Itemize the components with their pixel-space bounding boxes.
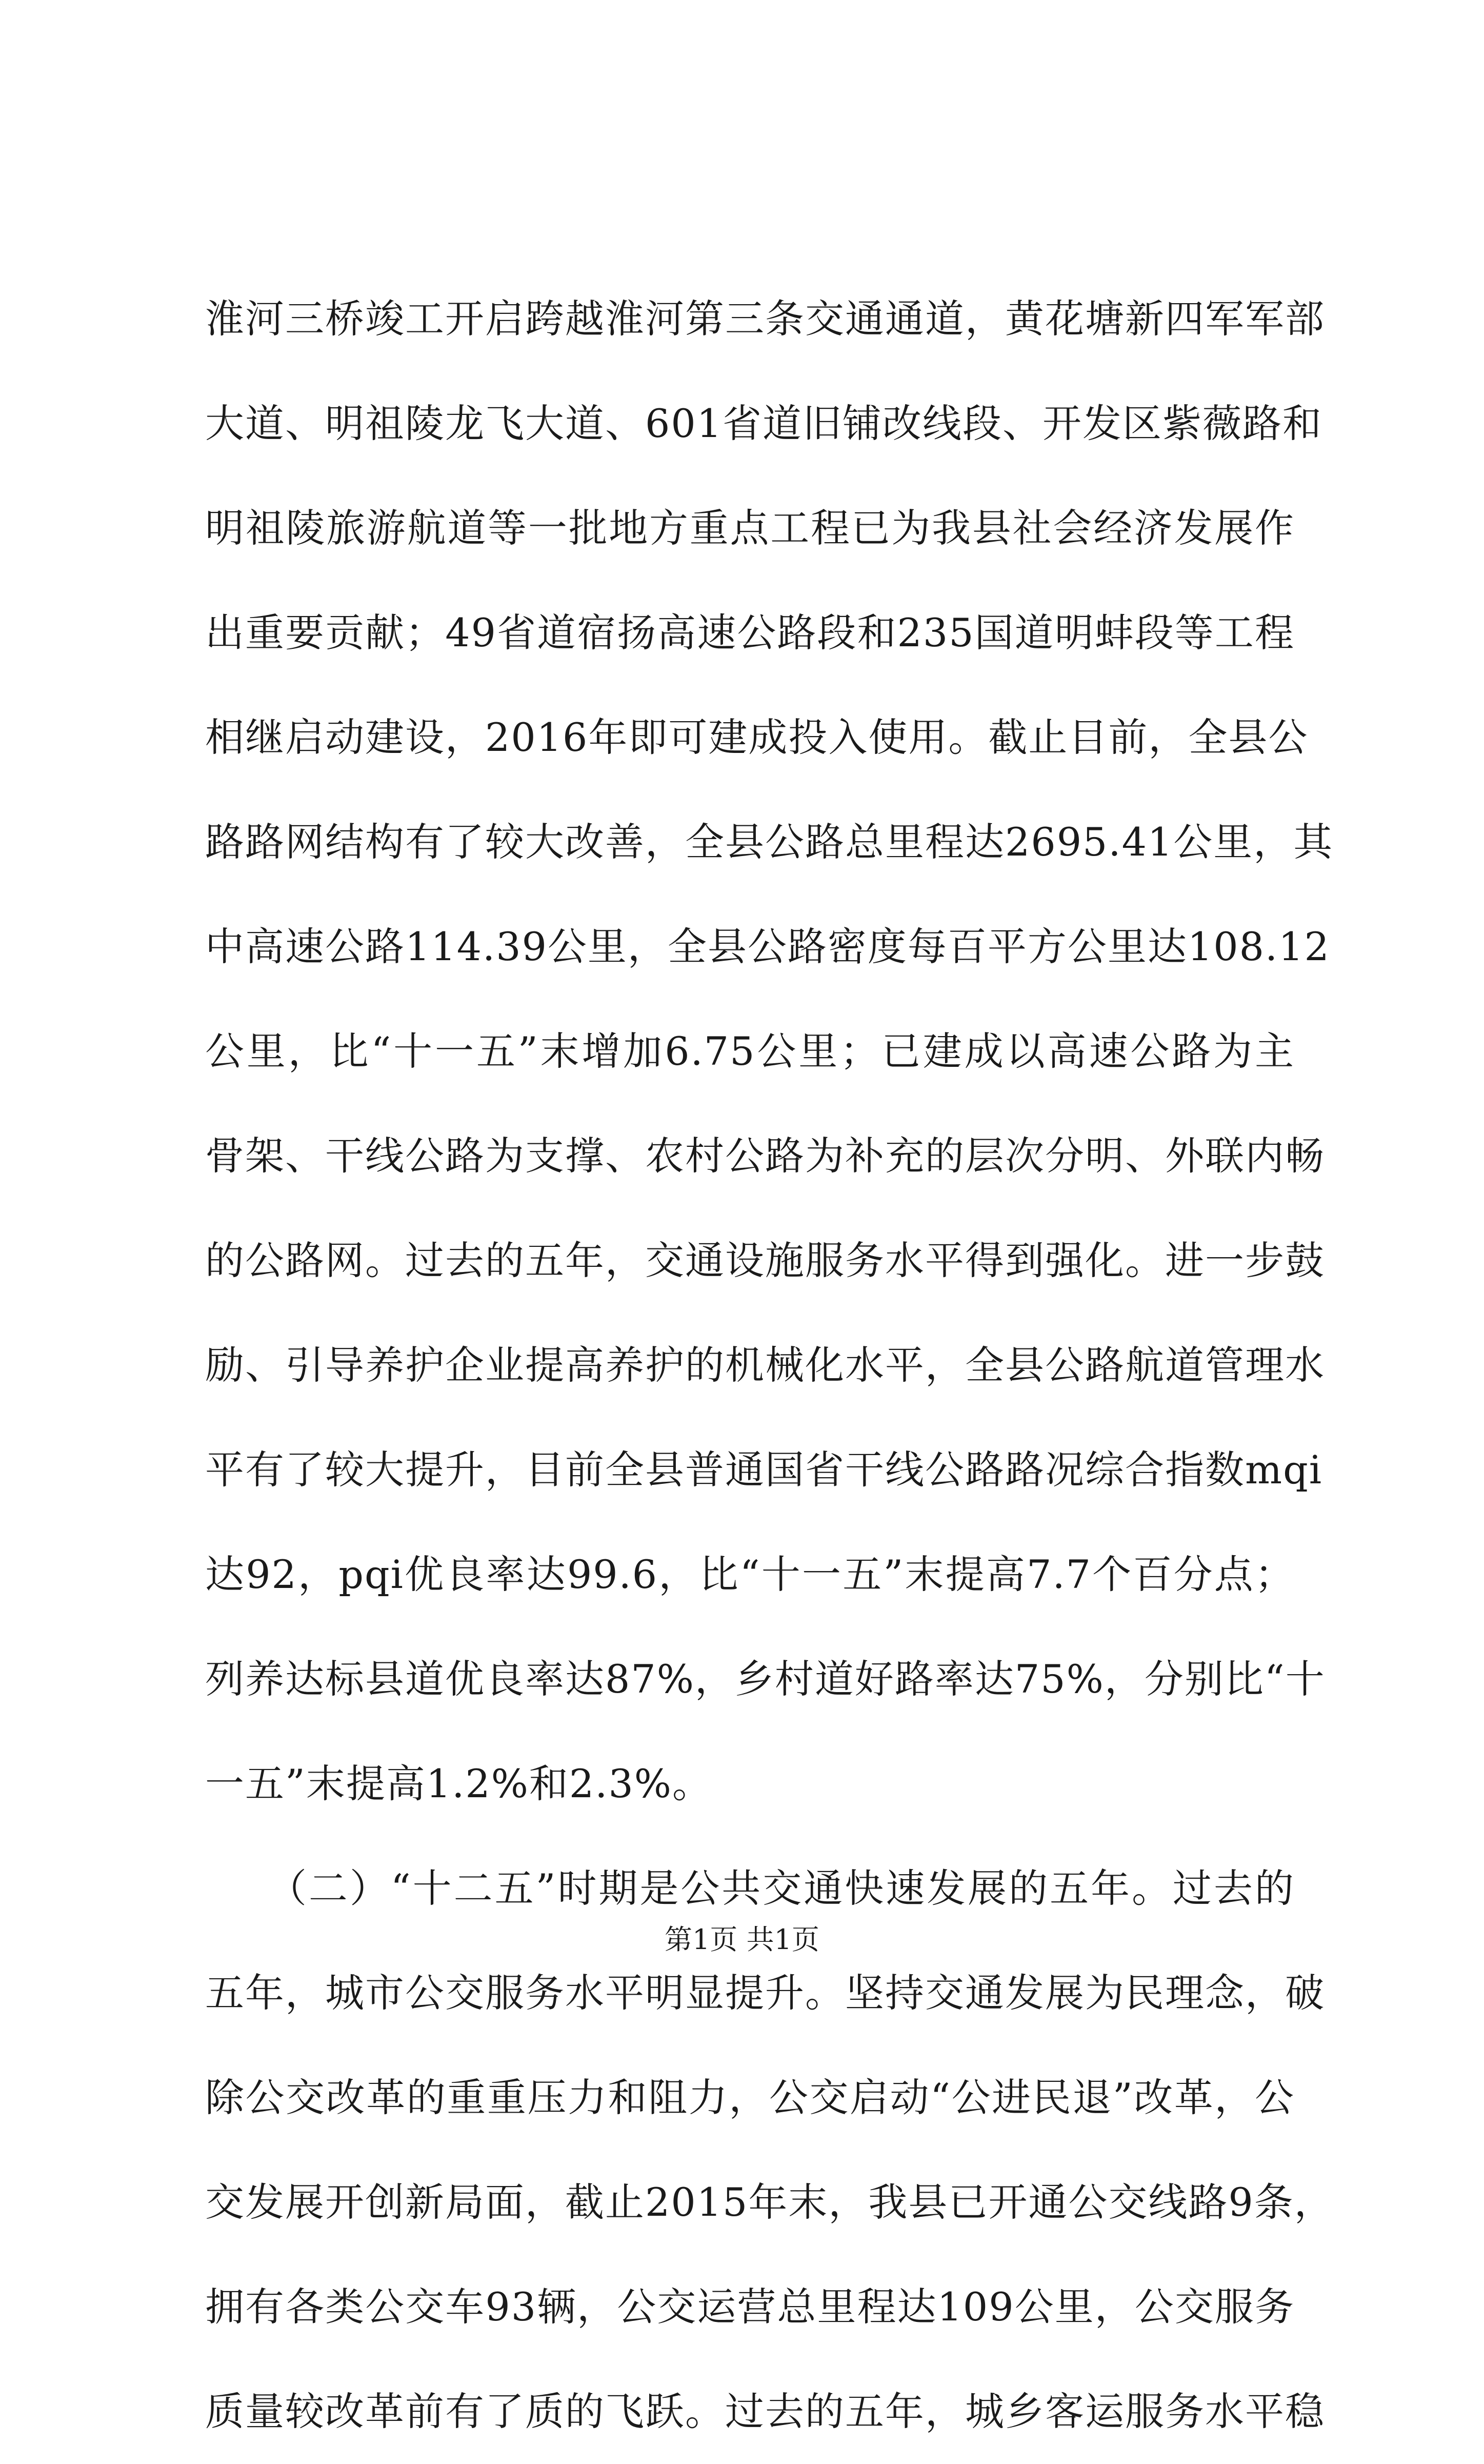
page-number-label: 第1页 共1页 (665, 1923, 819, 1956)
text-line: 列养达标县道优良率达87%，乡村道好路率达75%，分别比“十 (205, 1656, 1326, 1702)
text-line: 拥有各类公交车93辆，公交运营总里程达109公里，公交服务 (205, 2284, 1295, 2330)
text-line: 淮河三桥竣工开启跨越淮河第三条交通通道，黄花塘新四军军部 (205, 296, 1325, 342)
text-line: 公里，比“十一五”末增加6.75公里；已建成以高速公路为主 (205, 1028, 1295, 1074)
page-footer (0, 1919, 1484, 1960)
text-line: （二）“十二五”时期是公共交通快速发展的五年。过去的 (205, 1865, 1295, 1911)
text-line: 路路网结构有了较大改善，全县公路总里程达2695.41公里，其 (205, 819, 1334, 865)
body-text (205, 267, 1334, 2464)
text-line: 交发展开创新局面，截止2015年末，我县已开通公交线路9条， (205, 2179, 1334, 2225)
text-line: 出重要贡献；49省道宿扬高速公路段和235国道明蚌段等工程 (205, 610, 1295, 655)
text-line: 大道、明祖陵龙飞大道、601省道旧铺改线段、开发区紫薇路和 (205, 401, 1323, 446)
text-line: 达92，pqi优良率达99.6，比“十一五”末提高7.7个百分点； (205, 1552, 1295, 1597)
text-line: 骨架、干线公路为支撑、农村公路为补充的层次分明、外联内畅 (205, 1133, 1325, 1179)
text-line: 平有了较大提升，目前全县普通国省干线公路路况综合指数mqi (205, 1447, 1323, 1493)
text-line: 明祖陵旅游航道等一批地方重点工程已为我县社会经济发展作 (205, 505, 1295, 551)
text-line: 五年，城市公交服务水平明显提升。坚持交通发展为民理念，破 (205, 1970, 1325, 2016)
text-line: 质量较改革前有了质的飞跃。过去的五年，城乡客运服务水平稳 (205, 2389, 1325, 2434)
text-line: 中高速公路114.39公里，全县公路密度每百平方公里达108.12 (205, 924, 1330, 969)
text-line: 一五”末提高1.2%和2.3%。 (205, 1761, 713, 1806)
text-line: 的公路网。过去的五年，交通设施服务水平得到强化。进一步鼓 (205, 1238, 1325, 1283)
text-line: 励、引导养护企业提高养护的机械化水平，全县公路航道管理水 (205, 1342, 1325, 1388)
text-line: 相继启动建设，2016年即可建成投入使用。截止目前，全县公 (205, 714, 1309, 760)
text-line: 除公交改革的重重压力和阻力，公交启动“公进民退”改革，公 (205, 2075, 1295, 2120)
